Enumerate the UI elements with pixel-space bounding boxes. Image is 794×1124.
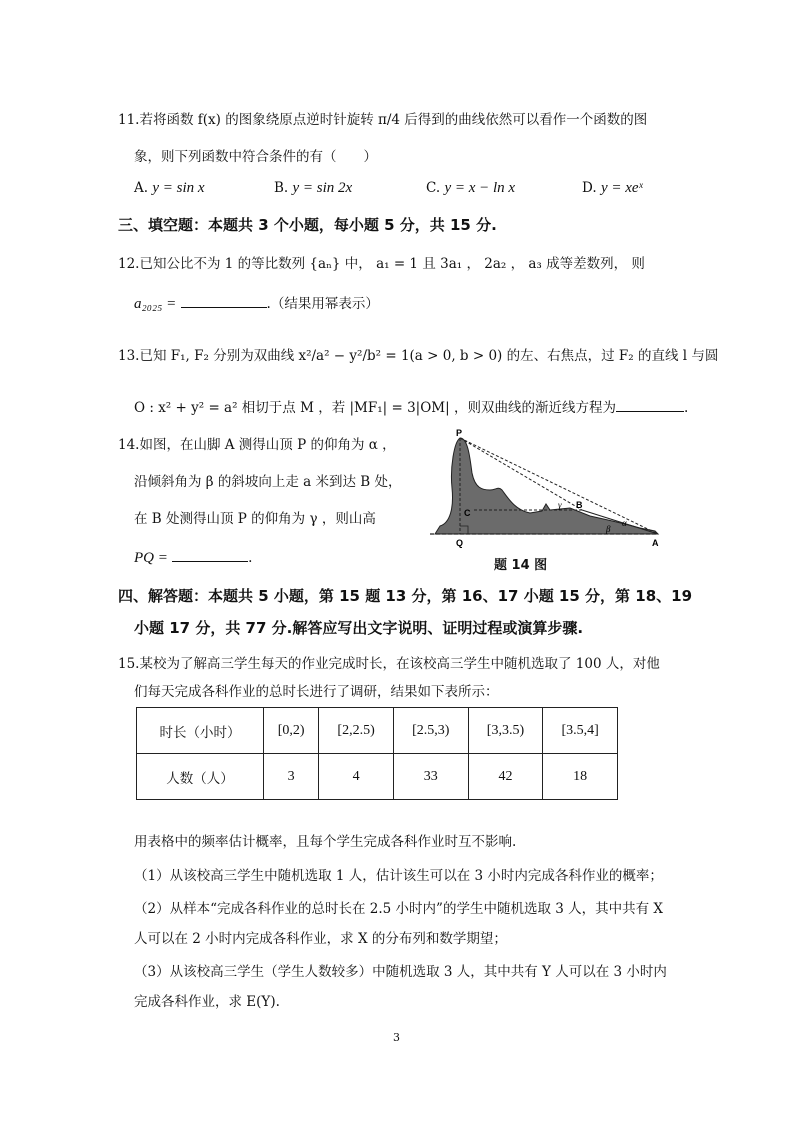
- table-cell-count: 18: [543, 754, 618, 800]
- q15-note: 用表格中的频率估计概率，且每个学生完成各科作业时互不影响.: [134, 834, 517, 850]
- q11-option-a: A. y = sin x: [134, 180, 205, 196]
- q11-stem-line2: 象，则下列函数中符合条件的有（ ）: [134, 149, 377, 165]
- q15-part3-line1: （3）从该校高三学生（学生人数较多）中随机选取 3 人，其中共有 Y 人可以在 3 小时内: [134, 964, 667, 980]
- q14-mountain-figure: [430, 428, 670, 548]
- q14-answer-blank[interactable]: [172, 547, 248, 562]
- q12-answer-blank[interactable]: [181, 293, 267, 308]
- section3-heading: 三、填空题：本题共 3 个小题，每小题 5 分，共 15 分.: [118, 216, 497, 234]
- q15-part3-line2: 完成各科作业，求 E(Y).: [134, 994, 280, 1010]
- q13-answer-blank[interactable]: [616, 397, 684, 412]
- q15-stem-line1: 15.某校为了解高三学生每天的作业完成时长，在该校高三学生中随机选取了 100 人，对他: [118, 656, 660, 672]
- q11-stem-line1: 11.若将函数 f(x) 的图象绕原点逆时针旋转 π/4 后得到的曲线依然可以看作一个函数的图: [118, 112, 648, 128]
- fig-label-q: Q: [456, 538, 464, 548]
- q12-stem-line1: 12.已知公比不为 1 的等比数列 {aₙ} 中， a₁ = 1 且 3a₁ ， 2a₂ ， a₃ 成等差数列， 则: [118, 256, 645, 272]
- page-number: 3: [393, 1031, 400, 1044]
- q14-stem-line3: 在 B 处测得山顶 P 的仰角为 γ ，则山高: [134, 511, 376, 527]
- fig-label-gamma: γ: [558, 500, 562, 510]
- table-row-counts: [137, 754, 618, 800]
- q11-option-b: B. y = sin 2x: [274, 180, 353, 196]
- fig-label-beta: β: [606, 524, 611, 534]
- fig-label-a: A: [652, 538, 659, 548]
- table-header-duration: 时长（小时）: [137, 708, 264, 754]
- table-cell-count: 33: [393, 754, 468, 800]
- table-cell-interval: [0,2): [264, 708, 319, 754]
- q15-data-table: [136, 707, 618, 800]
- q15-stem-line2: 们每天完成各科作业的总时长进行了调研，结果如下表所示：: [134, 684, 499, 700]
- table-cell-count: 3: [264, 754, 319, 800]
- table-header-count: 人数（人）: [137, 754, 264, 800]
- q14-stem-line2: 沿倾斜角为 β 的斜坡向上走 a 米到达 B 处，: [134, 474, 402, 490]
- fig-label-b: B: [576, 500, 583, 510]
- section4-heading-line1: 四、解答题：本题共 5 小题，第 15 题 13 分，第 16、17 小题 15 分，第 18、19: [118, 587, 693, 605]
- q15-part2-line1: （2）从样本“完成各科作业的总时长在 2.5 小时内”的学生中随机选取 3 人，其中共有 X: [134, 901, 664, 917]
- q12-stem-line2: a₂₀₂₅ = .（结果用幂表示）: [134, 292, 379, 313]
- table-cell-count: 42: [468, 754, 543, 800]
- q11-option-d: D. y = xeˣ: [582, 180, 643, 196]
- q14-stem-line4: PQ = .: [134, 547, 252, 567]
- table-cell-interval: [2.5,3): [393, 708, 468, 754]
- q11-option-c: C. y = x − ln x: [426, 180, 516, 196]
- q14-stem-line1: 14.如图，在山脚 A 测得山顶 P 的仰角为 α ，: [118, 437, 396, 453]
- section4-heading-line2: 小题 17 分，共 77 分.解答应写出文字说明、证明过程或演算步骤.: [134, 619, 584, 637]
- table-cell-interval: [3,3.5): [468, 708, 543, 754]
- q13-stem-line1: 13.已知 F₁, F₂ 分别为双曲线 x²/a² − y²/b² = 1(a > 0, b > 0) 的左、右焦点，过 F₂ 的直线 l 与圆: [118, 348, 719, 364]
- q15-part2-line2: 人可以在 2 小时内完成各科作业，求 X 的分布列和数学期望；: [134, 931, 507, 947]
- table-cell-interval: [2,2.5): [319, 708, 394, 754]
- fig-label-c: C: [464, 508, 471, 518]
- q14-figure-caption: 题 14 图: [494, 558, 548, 573]
- q15-part1: （1）从该校高三学生中随机选取 1 人，估计该生可以在 3 小时内完成各科作业的概率；: [134, 868, 663, 884]
- q13-stem-line2: O : x² + y² = a² 相切于点 M ，若 |MF₁| = 3|OM| ，则双曲线的渐近线方程为 .: [134, 396, 688, 416]
- table-cell-count: 4: [319, 754, 394, 800]
- fig-label-alpha: α: [622, 518, 627, 528]
- fig-label-p: P: [456, 428, 463, 438]
- table-row-intervals: [137, 708, 618, 754]
- table-cell-interval: [3.5,4]: [543, 708, 618, 754]
